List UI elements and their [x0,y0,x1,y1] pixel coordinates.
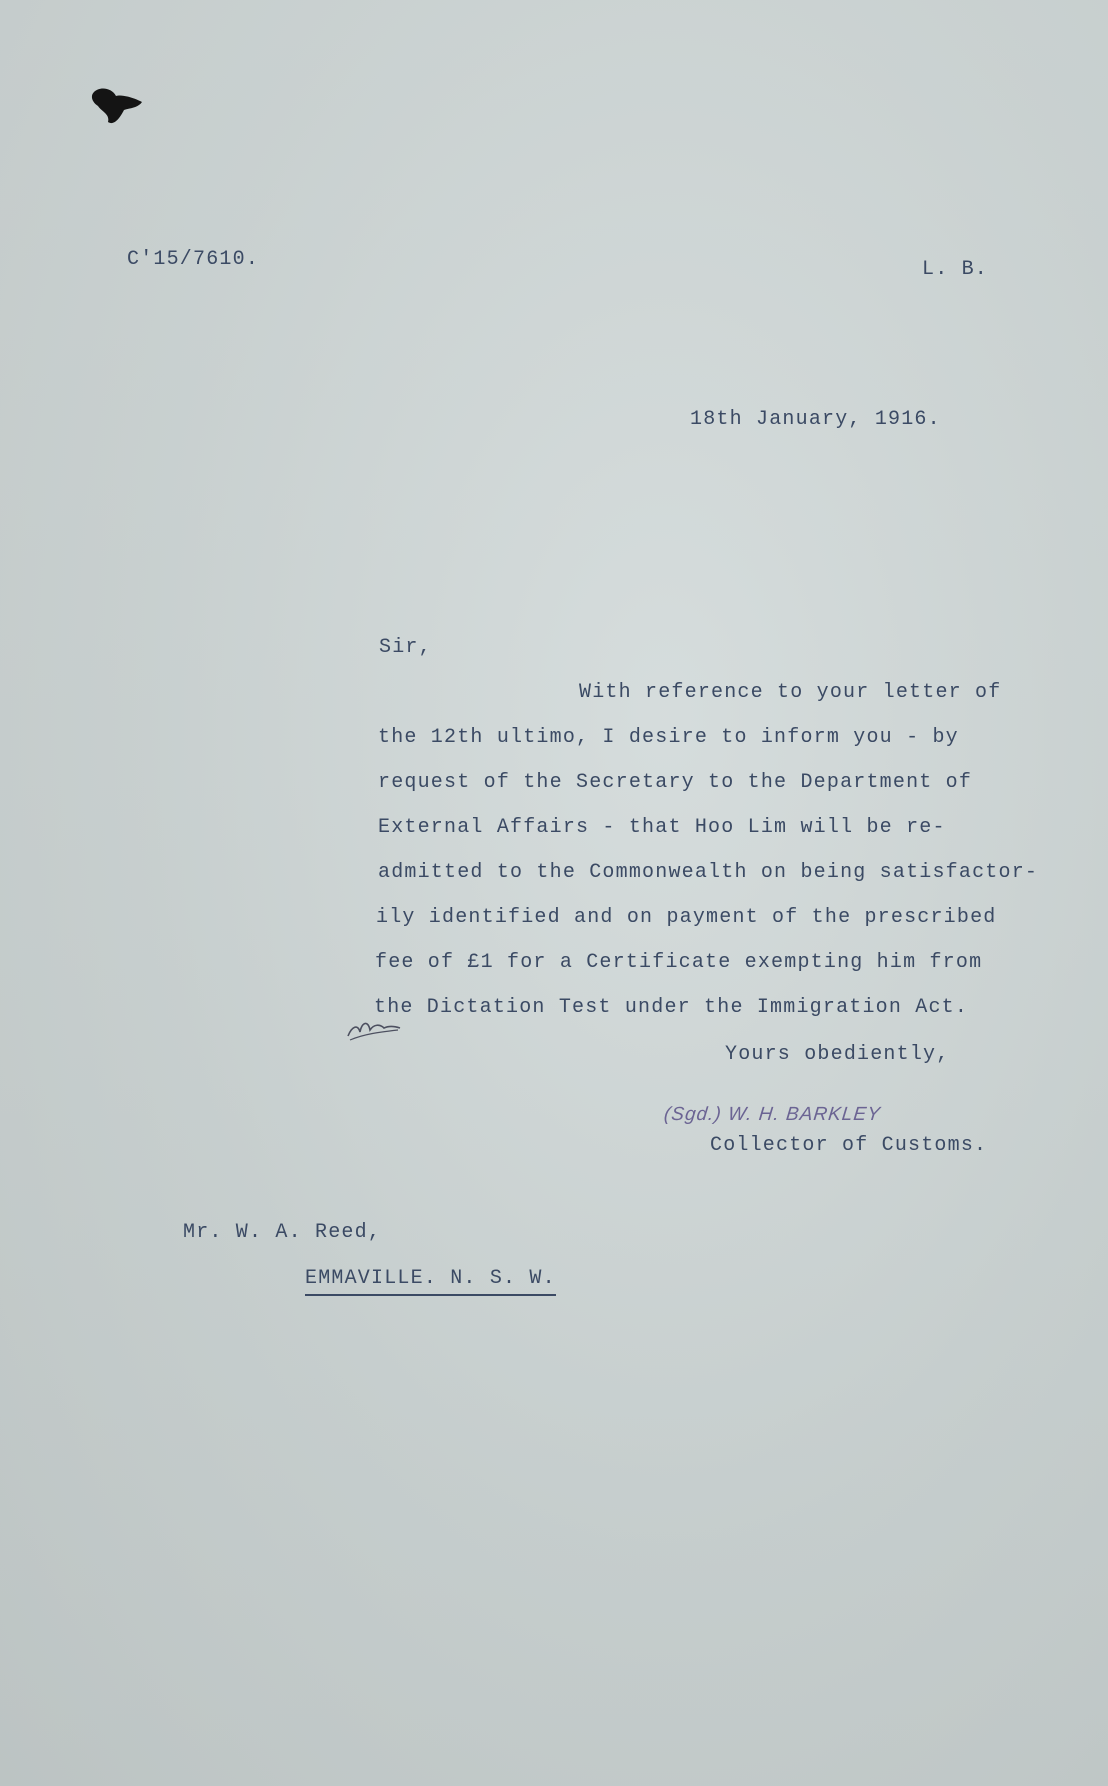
office-initials-reference: L. B. [922,258,989,281]
body-line-3: request of the Secretary to the Department of [378,771,973,794]
addressee-location: EMMAVILLE. N. S. W. [305,1267,556,1296]
body-line-6: ily identified and on payment of the prescribed [376,906,997,929]
body-line-7: fee of £1 for a Certificate exempting him from [375,951,983,974]
signature-stamp: (Sgd.) W. H. BARKLEY [662,1104,882,1125]
body-line-8: the Dictation Test under the Immigration Act. [374,996,969,1019]
salutation: Sir, [379,636,432,659]
addressee-name: Mr. W. A. Reed, [183,1221,382,1244]
body-line-5: admitted to the Commonwealth on being satisfactor- [378,861,1039,884]
file-reference-number: C'15/7610. [127,248,260,271]
body-line-2: the 12th ultimo, I desire to inform you - by [378,726,959,749]
body-line-1: With reference to your letter of [579,681,1002,704]
ink-blot-mark [90,86,150,136]
letter-date: 18th January, 1916. [690,408,941,431]
handwritten-initials-mark [344,1014,404,1044]
body-line-4: External Affairs - that Hoo Lim will be re- [378,816,946,839]
closing-phrase: Yours obediently, [725,1043,950,1066]
signatory-title: Collector of Customs. [710,1134,988,1157]
